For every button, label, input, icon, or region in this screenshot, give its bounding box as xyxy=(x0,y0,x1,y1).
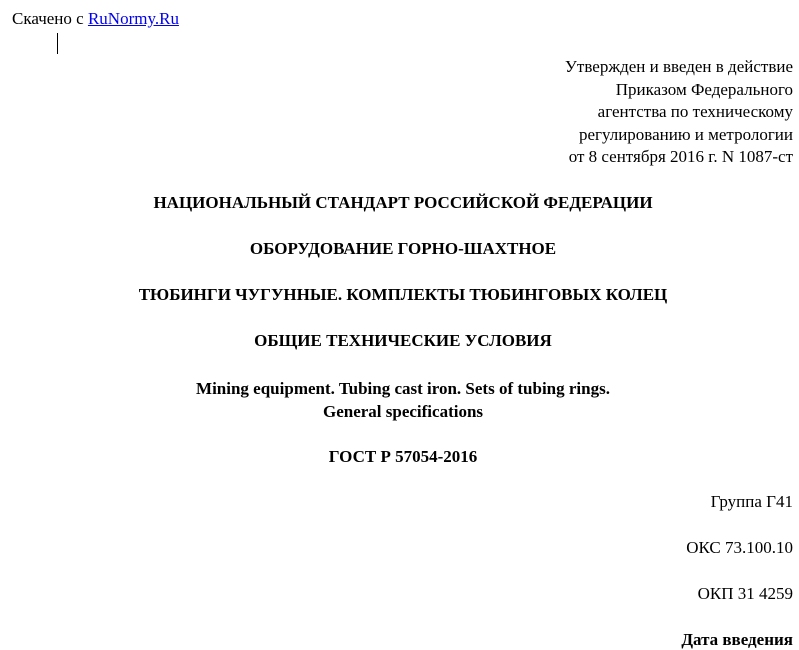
download-prefix: Скачено с xyxy=(12,9,84,28)
english-title-line: General specifications xyxy=(322,402,484,421)
approval-line: Приказом Федерального xyxy=(615,79,793,99)
approval-line: от 8 сентября 2016 г. N 1087-ст xyxy=(568,147,793,166)
english-title xyxy=(0,377,799,423)
equipment-title: ОБОРУДОВАНИЕ ГОРНО-ШАХТНОЕ xyxy=(249,239,557,258)
download-source-line xyxy=(12,9,179,29)
conditions-title: ОБЩИЕ ТЕХНИЧЕСКИЕ УСЛОВИЯ xyxy=(254,331,552,350)
group-code: Группа Г41 xyxy=(710,492,793,511)
text-cursor xyxy=(57,33,58,54)
intro-date-label: Дата введения xyxy=(681,630,793,649)
standard-type-title: НАЦИОНАЛЬНЫЙ СТАНДАРТ РОССИЙСКОЙ ФЕДЕРАЦИИ xyxy=(153,193,653,212)
approval-line: регулированию и метрологии xyxy=(578,124,793,144)
english-title-line: Mining equipment. Tubing cast iron. Sets of tubing rings. xyxy=(196,379,610,398)
oks-code: ОКС 73.100.10 xyxy=(686,538,793,557)
approval-block xyxy=(565,56,793,169)
runormy-link[interactable]: RuNormy.Ru xyxy=(87,9,179,28)
approval-line: Утвержден и введен в действие xyxy=(564,57,793,76)
approval-line: агентства по техническому xyxy=(597,102,793,121)
subject-title: ТЮБИНГИ ЧУГУННЫЕ. КОМПЛЕКТЫ ТЮБИНГОВЫХ КОЛЕЦ xyxy=(138,285,668,304)
gost-number: ГОСТ Р 57054-2016 xyxy=(328,447,478,466)
okp-code: ОКП 31 4259 xyxy=(697,584,793,603)
